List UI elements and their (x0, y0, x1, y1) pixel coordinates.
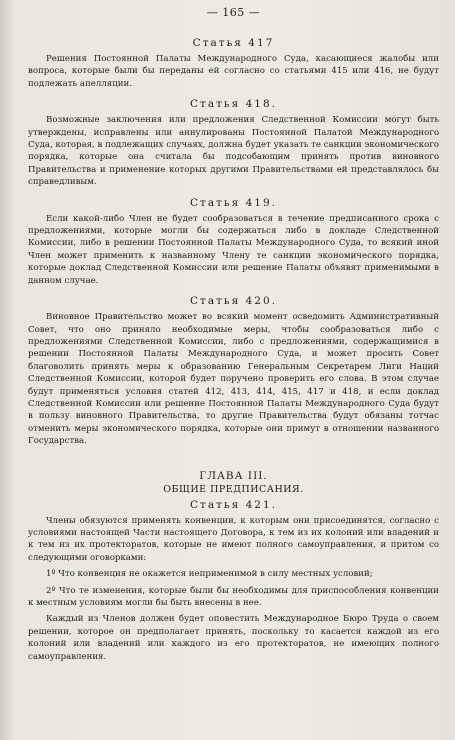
article-heading: Статья 420. (190, 295, 277, 308)
article-paragraph: Возможные заключения или предложения Следственной Комиссии могут быть утверждены, исправлены или аннулированы Постоянной Палатой Международного Суда, которая, в подлежащих случаях, должна будет указать те санкции экономического порядка, которые она считала бы подсобающим принять против виновного Правительства и применение которых другими Правительствами ей представлялось бы справедливым. (28, 115, 439, 188)
article-419 (28, 197, 439, 287)
article-paragraph: Решения Постоянной Палаты Международного Суда, касающиеся жалобы или вопроса, которые были бы переданы ей согласно со статьями 415 или 416, не будут подлежать апелляции. (28, 54, 439, 89)
article-paragraph: Если какой-либо Член не будет сообразоваться в течение предписанного срока с предложениями, которые могли бы содержаться либо в докладе Следственной Комиссии, либо в решении Постоянной Палаты Международного Суда, то всякий иной Член может применить к названному Члену те санкции экономического порядка, которые доклад Следственной Комиссии или решение Палаты объявят применимыми в данном случае. (28, 213, 439, 286)
chapter-subtitle: ОБЩИЕ ПРЕДПИСАНИЯ. (163, 483, 304, 495)
article-paragraph: 2º Что те изменения, которые были бы необходимы для приспособления конвенции к местным условиям могли бы быть внесены в нее. (28, 585, 439, 608)
article-417 (28, 37, 439, 90)
article-paragraph: Виновное Правительство может во всякий момент осведомить Административный Совет, что оно приняло необходимые меры, чтобы сообразоваться либо с предложениями Следственной Комиссии, либо с предложениями, содержащимися в решении Постоянной Палаты Международного Суда, и может просить Совет благоволить принять меры к образованию Генеральным Секретарем Лиги Наций Следственной Комиссии, которой будет поручено проверить его слова. В этом случае будут применяться условия статей 412, 413, 414, 415, 417 и 418, и если доклад Следственной Комиссии или решение Постоянной Палаты Международного Суда будут в пользу виновного Правительства, то другие Правительства будут обязаны тотчас отменить меры экономического порядка, которые они примут в отношении названного Государства. (28, 312, 439, 447)
article-heading: Статья 419. (190, 196, 277, 209)
article-paragraph: 1º Что конвенция не окажется неприменимой в силу местных условий; (46, 569, 373, 580)
chapter-title: ГЛАВА III. (199, 469, 268, 482)
article-418 (28, 98, 439, 188)
article-heading: Статья 417 (192, 37, 275, 49)
article-paragraph: Каждый из Членов должен будет оповестить Международное Бюро Труда о своем решении, которое он предполагает принять, поскольку то касается каждой из его колоний или владений или каждого из его протекторатов, не имеющих полного самоуправления. (28, 614, 439, 662)
article-paragraph: Члены обязуются применять конвенции, к которым они присоединятся, согласно с условиями настоящей Части настоящего Договора, к тем из их колоний или владений и к тем из их протекторатов, которые не имеют полного самоуправления, и притом со следующими оговорками: (28, 515, 439, 563)
article-heading: Статья 421. (190, 498, 277, 511)
article-heading: Статья 418. (190, 98, 277, 111)
article-420 (28, 295, 439, 447)
page-number: — 165 — (206, 6, 261, 19)
